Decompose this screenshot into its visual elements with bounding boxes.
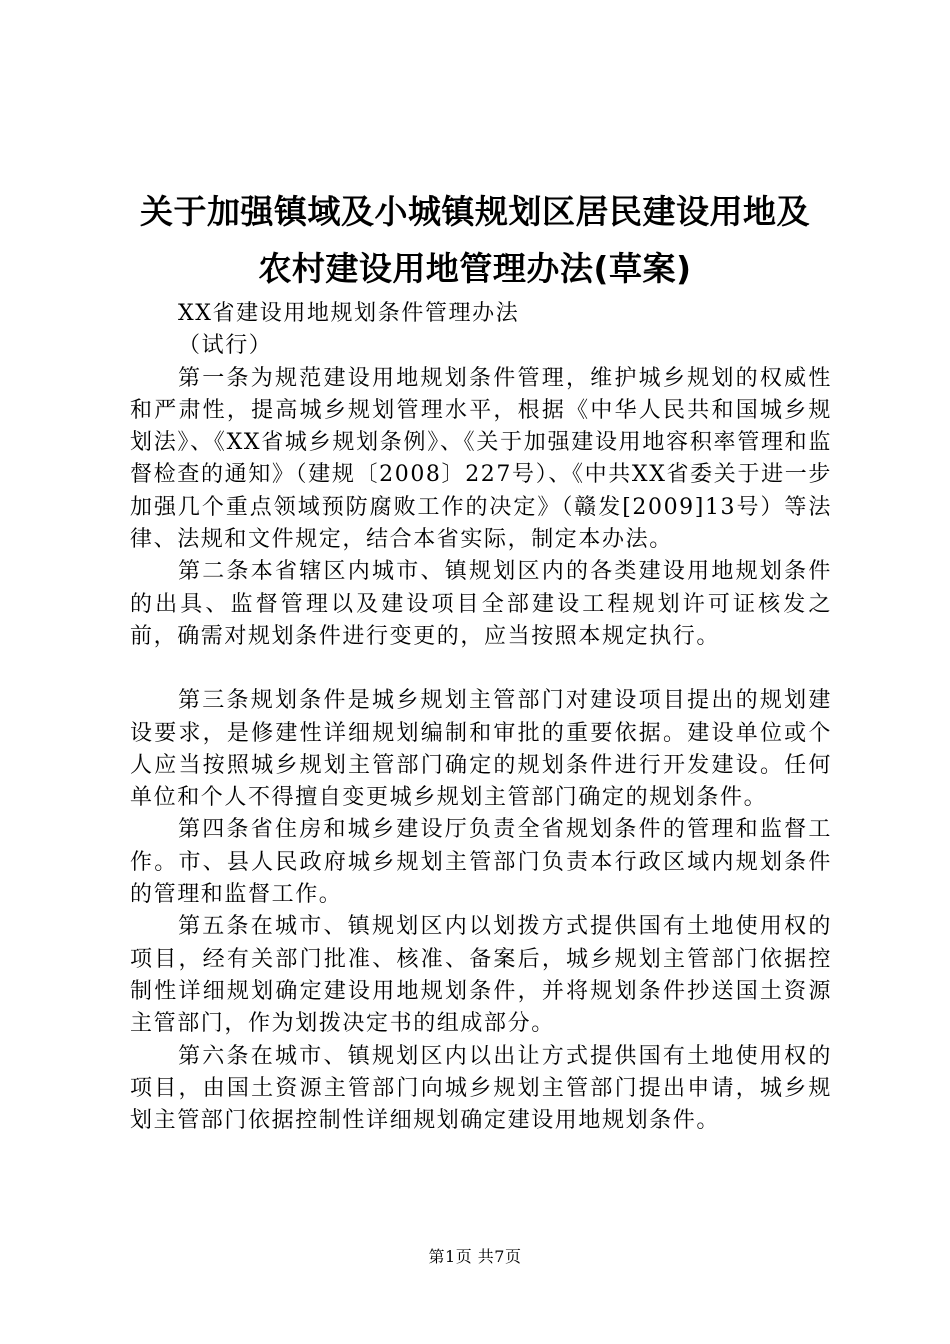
article-5: 第五条在城市、镇规划区内以划拨方式提供国有土地使用权的项目，经有关部门批准、核准、备案后，城乡规划主管部门依据控制性详细规划确定建设用地规划条件，并将规划条件抄送国土资源主管部门，作为划拨决定书的组成部分。 xyxy=(130,914,832,1037)
article-2: 第二条本省辖区内城市、镇规划区内的各类建设用地规划条件的出具、监督管理以及建设项目全部建设工程规划许可证核发之前，确需对规划条件进行变更的，应当按照本规定执行。 xyxy=(130,559,832,649)
title-line-2: 农村建设用地管理办法(草案) xyxy=(258,249,692,288)
subtitle: XX省建设用地规划条件管理办法 xyxy=(178,301,520,326)
article-6: 第六条在城市、镇规划区内以出让方式提供国有土地使用权的项目，由国土资源主管部门向城乡规划主管部门提出申请，城乡规划主管部门依据控制性详细规划确定建设用地规划条件。 xyxy=(130,1043,832,1134)
document-title xyxy=(110,183,840,297)
document-body xyxy=(130,298,832,1137)
article-3: 第三条规划条件是城乡规划主管部门对建设项目提出的规划建设要求，是修建性详细规划编制和审批的重要依据。建设单位或个人应当按照城乡规划主管部门确定的规划条件进行开发建设。任何单位和个人不得擅自变更城乡规划主管部门确定的规划条件。 xyxy=(130,688,832,811)
title-line-1: 关于加强镇域及小城镇规划区居民建设用地及 xyxy=(140,192,810,231)
article-1: 第一条为规范建设用地规划条件管理，维护城乡规划的权威性和严肃性，提高城乡规划管理水平，根据《中华人民共和国城乡规划法》、《XX省城乡规划条例》、《关于加强建设用地容积率管理和监督检查的通知》（建规〔2008〕227号）、《中共XX省委关于进一步加强几个重点领域预防腐败工作的决定》（赣发[2009]13号）等法律、法规和文件规定，结合本省实际，制定本办法。 xyxy=(130,365,832,553)
article-4: 第四条省住房和城乡建设厅负责全省规划条件的管理和监督工作。市、县人民政府城乡规划主管部门负责本行政区域内规划条件的管理和监督工作。 xyxy=(130,817,832,908)
page-footer: 第1页 共7页 xyxy=(428,1247,522,1266)
paragraph-gap xyxy=(130,653,832,685)
subtitle-trial: （试行） xyxy=(178,333,273,359)
